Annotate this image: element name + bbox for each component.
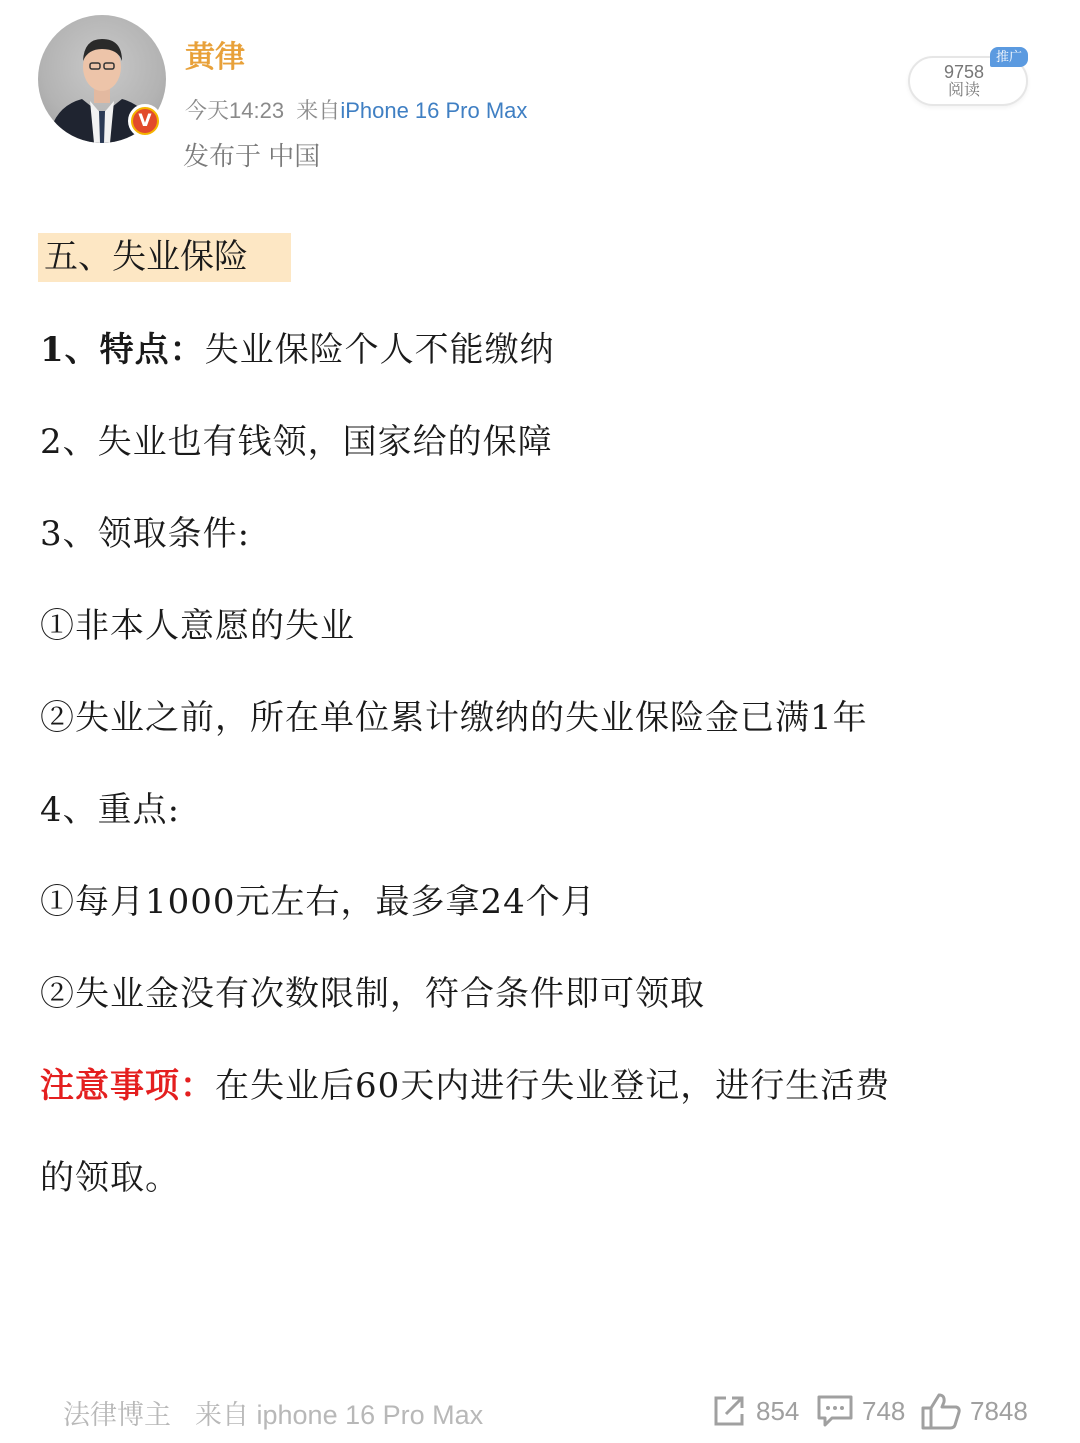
- content-line-2: 2、失业也有钱领，国家给的保障: [40, 422, 553, 462]
- content-line-point2: ②失业金没有次数限制，符合条件即可领取: [40, 974, 705, 1014]
- post-meta: [185, 94, 527, 125]
- read-label: 阅读: [947, 82, 980, 99]
- author-name[interactable]: 黄律: [185, 41, 245, 74]
- footer-category: 法律博主: [63, 1400, 171, 1430]
- content-line-cond1: ①非本人意愿的失业: [40, 606, 355, 646]
- content-line-cond2: ②失业之前，所在单位累计缴纳的失业保险金已满1年: [40, 698, 868, 738]
- content-line-3: 3、领取条件:: [40, 514, 251, 554]
- share-count: 854: [756, 1395, 800, 1426]
- content-line-4: 4、重点:: [40, 790, 181, 830]
- note-line-2: 的领取。: [40, 1158, 180, 1198]
- note-line: [40, 1066, 890, 1106]
- content-line-1: [40, 330, 555, 370]
- like-count: 7848: [970, 1395, 1028, 1426]
- section-heading: 五、失业保险: [38, 233, 291, 282]
- note-label: 注意事项：: [40, 1066, 215, 1106]
- content-line-point1: ①每月1000元左右，最多拿24个月: [40, 882, 596, 922]
- comment-button[interactable]: [816, 1393, 905, 1429]
- footer-source: 来自 iphone 16 Pro Max: [195, 1400, 484, 1430]
- post-location: 发布于 中国: [183, 141, 321, 171]
- device-link[interactable]: iPhone 16 Pro Max: [340, 98, 528, 123]
- promo-tag-button[interactable]: 推广: [990, 47, 1028, 67]
- share-icon: [712, 1394, 748, 1428]
- share-button[interactable]: [712, 1393, 799, 1429]
- comment-count: 748: [862, 1395, 906, 1426]
- verified-badge-icon: V: [128, 104, 162, 138]
- footer-meta: [63, 1393, 507, 1432]
- comment-icon: [816, 1394, 854, 1428]
- like-button[interactable]: [920, 1393, 1028, 1429]
- item1-text: 失业保险个人不能缴纳: [204, 330, 555, 370]
- source-prefix: 来自: [296, 98, 341, 123]
- read-count: 9758: [943, 62, 985, 82]
- post-time: 今天14:23: [185, 98, 285, 123]
- note-text-1: 在失业后60天内进行失业登记，进行生活费: [215, 1066, 891, 1106]
- thumbs-up-icon: [920, 1392, 962, 1430]
- item1-label: 1、特点：: [40, 330, 205, 370]
